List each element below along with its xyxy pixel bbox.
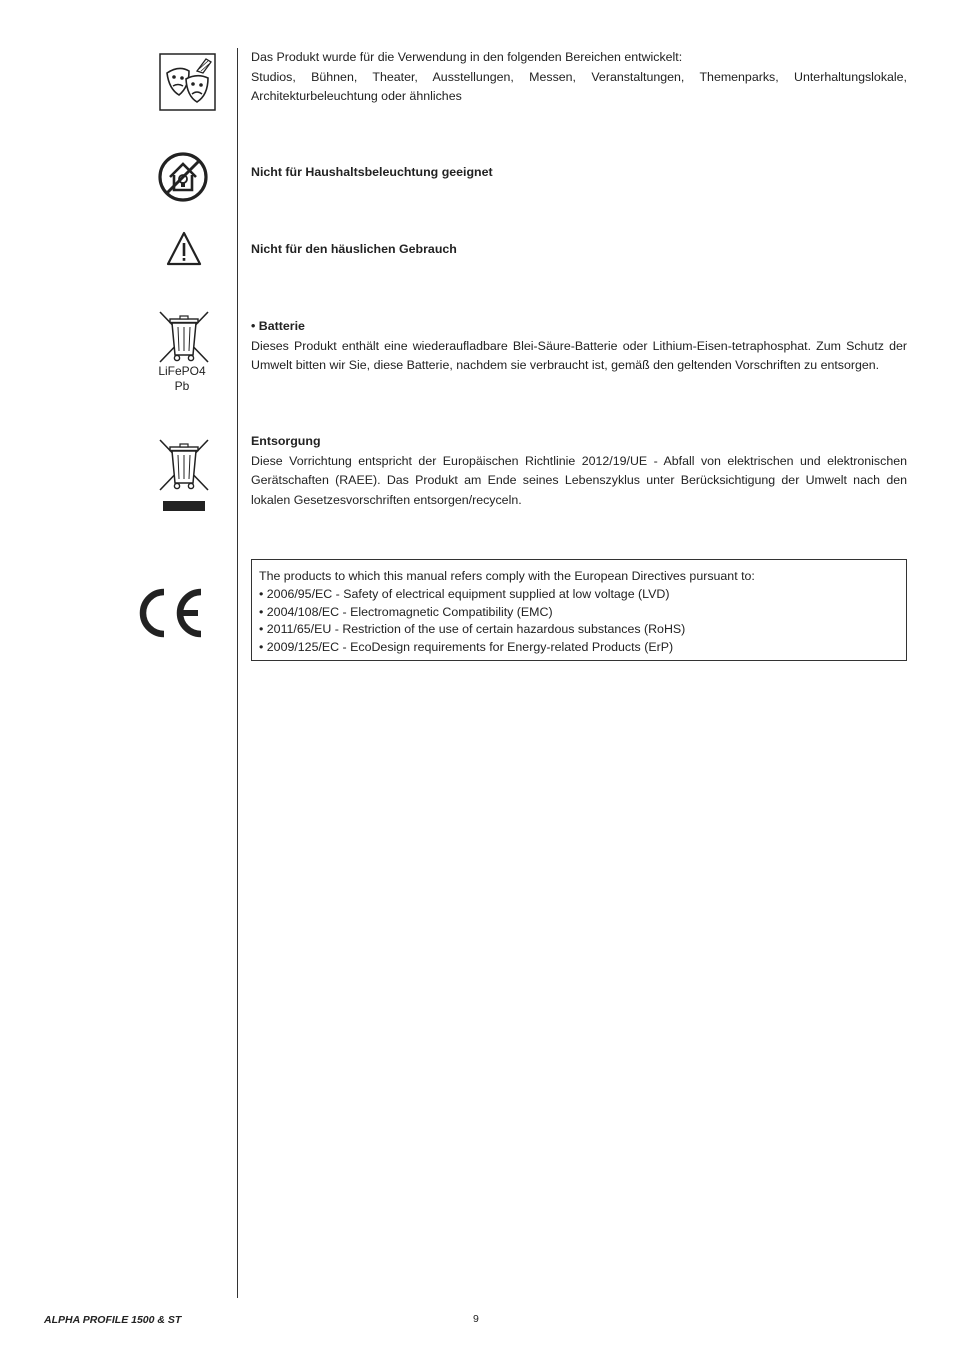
usage-section [251,48,907,107]
no-household-icon [157,151,209,203]
ce-item-erp: • 2009/125/EC - EcoDesign requirements for Energy-related Products (ErP) [259,640,674,655]
battery-section [251,317,907,376]
footer-product-name: ALPHA PROFILE 1500 & ST [44,1314,182,1326]
usage-intro: Das Produkt wurde für die Verwendung in den folgenden Bereichen entwickelt: [251,50,683,64]
ce-item-emc: • 2004/108/EC - Electromagnetic Compatibility (EMC) [259,604,553,619]
household-text: Nicht für Haushaltsbeleuchtung geeignet [251,165,493,179]
battery-bin-icon [156,309,212,365]
domestic-text: Nicht für den häuslichen Gebrauch [251,242,457,256]
battery-text: Dieses Produkt enthält eine wiederaufladbare Blei-Säure-Batterie oder Lithium-Eisen-tetraphosphat. Zum Schutz der Umwelt bitten wir Sie, diese Batterie, nachdem sie verbraucht ist, gemäß den geltenden Vorschriften zu entsorgen. [251,338,907,372]
disposal-section [251,432,907,510]
vertical-rule [237,48,238,1298]
ce-item-lvd: • 2006/95/EC - Safety of electrical equipment supplied at low voltage (LVD) [259,586,670,601]
footer-page-number: 9 [473,1313,479,1325]
ce-intro: The products to which this manual refers comply with the European Directives pursuant to: [259,569,755,583]
theatre-masks-icon [159,53,216,111]
battery-label-lifepo4: LiFePO4 [158,364,206,378]
warning-icon [166,230,202,268]
disposal-heading: Entsorgung [251,434,321,448]
weee-bin-icon [156,438,212,514]
domestic-section [251,240,907,260]
ce-compliance-box [251,559,907,661]
usage-text: Studios, Bühnen, Theater, Ausstellungen, Messen, Veranstaltungen, Themenparks, Unterhaltungslokale, Architekturbeleuchtung oder ähnliches [251,69,907,103]
disposal-text: Diese Vorrichtung entspricht der Europäischen Richtlinie 2012/19/UE - Abfall von elektrischen und elektronischen Gerätschaften (RAEE). Das Produkt am Ende seines Lebenszyklus unter Berücksichtigung der Umwelt nach den lokalen Gesetzesvorschriften entsorgen/recyceln. [251,453,907,507]
ce-item-rohs: • 2011/65/EU - Restriction of the use of certain hazardous substances (RoHS) [259,622,686,637]
battery-label-pb: Pb [174,379,190,393]
household-section [251,163,907,183]
ce-mark-icon [134,586,204,640]
battery-heading: • Batterie [251,319,305,333]
